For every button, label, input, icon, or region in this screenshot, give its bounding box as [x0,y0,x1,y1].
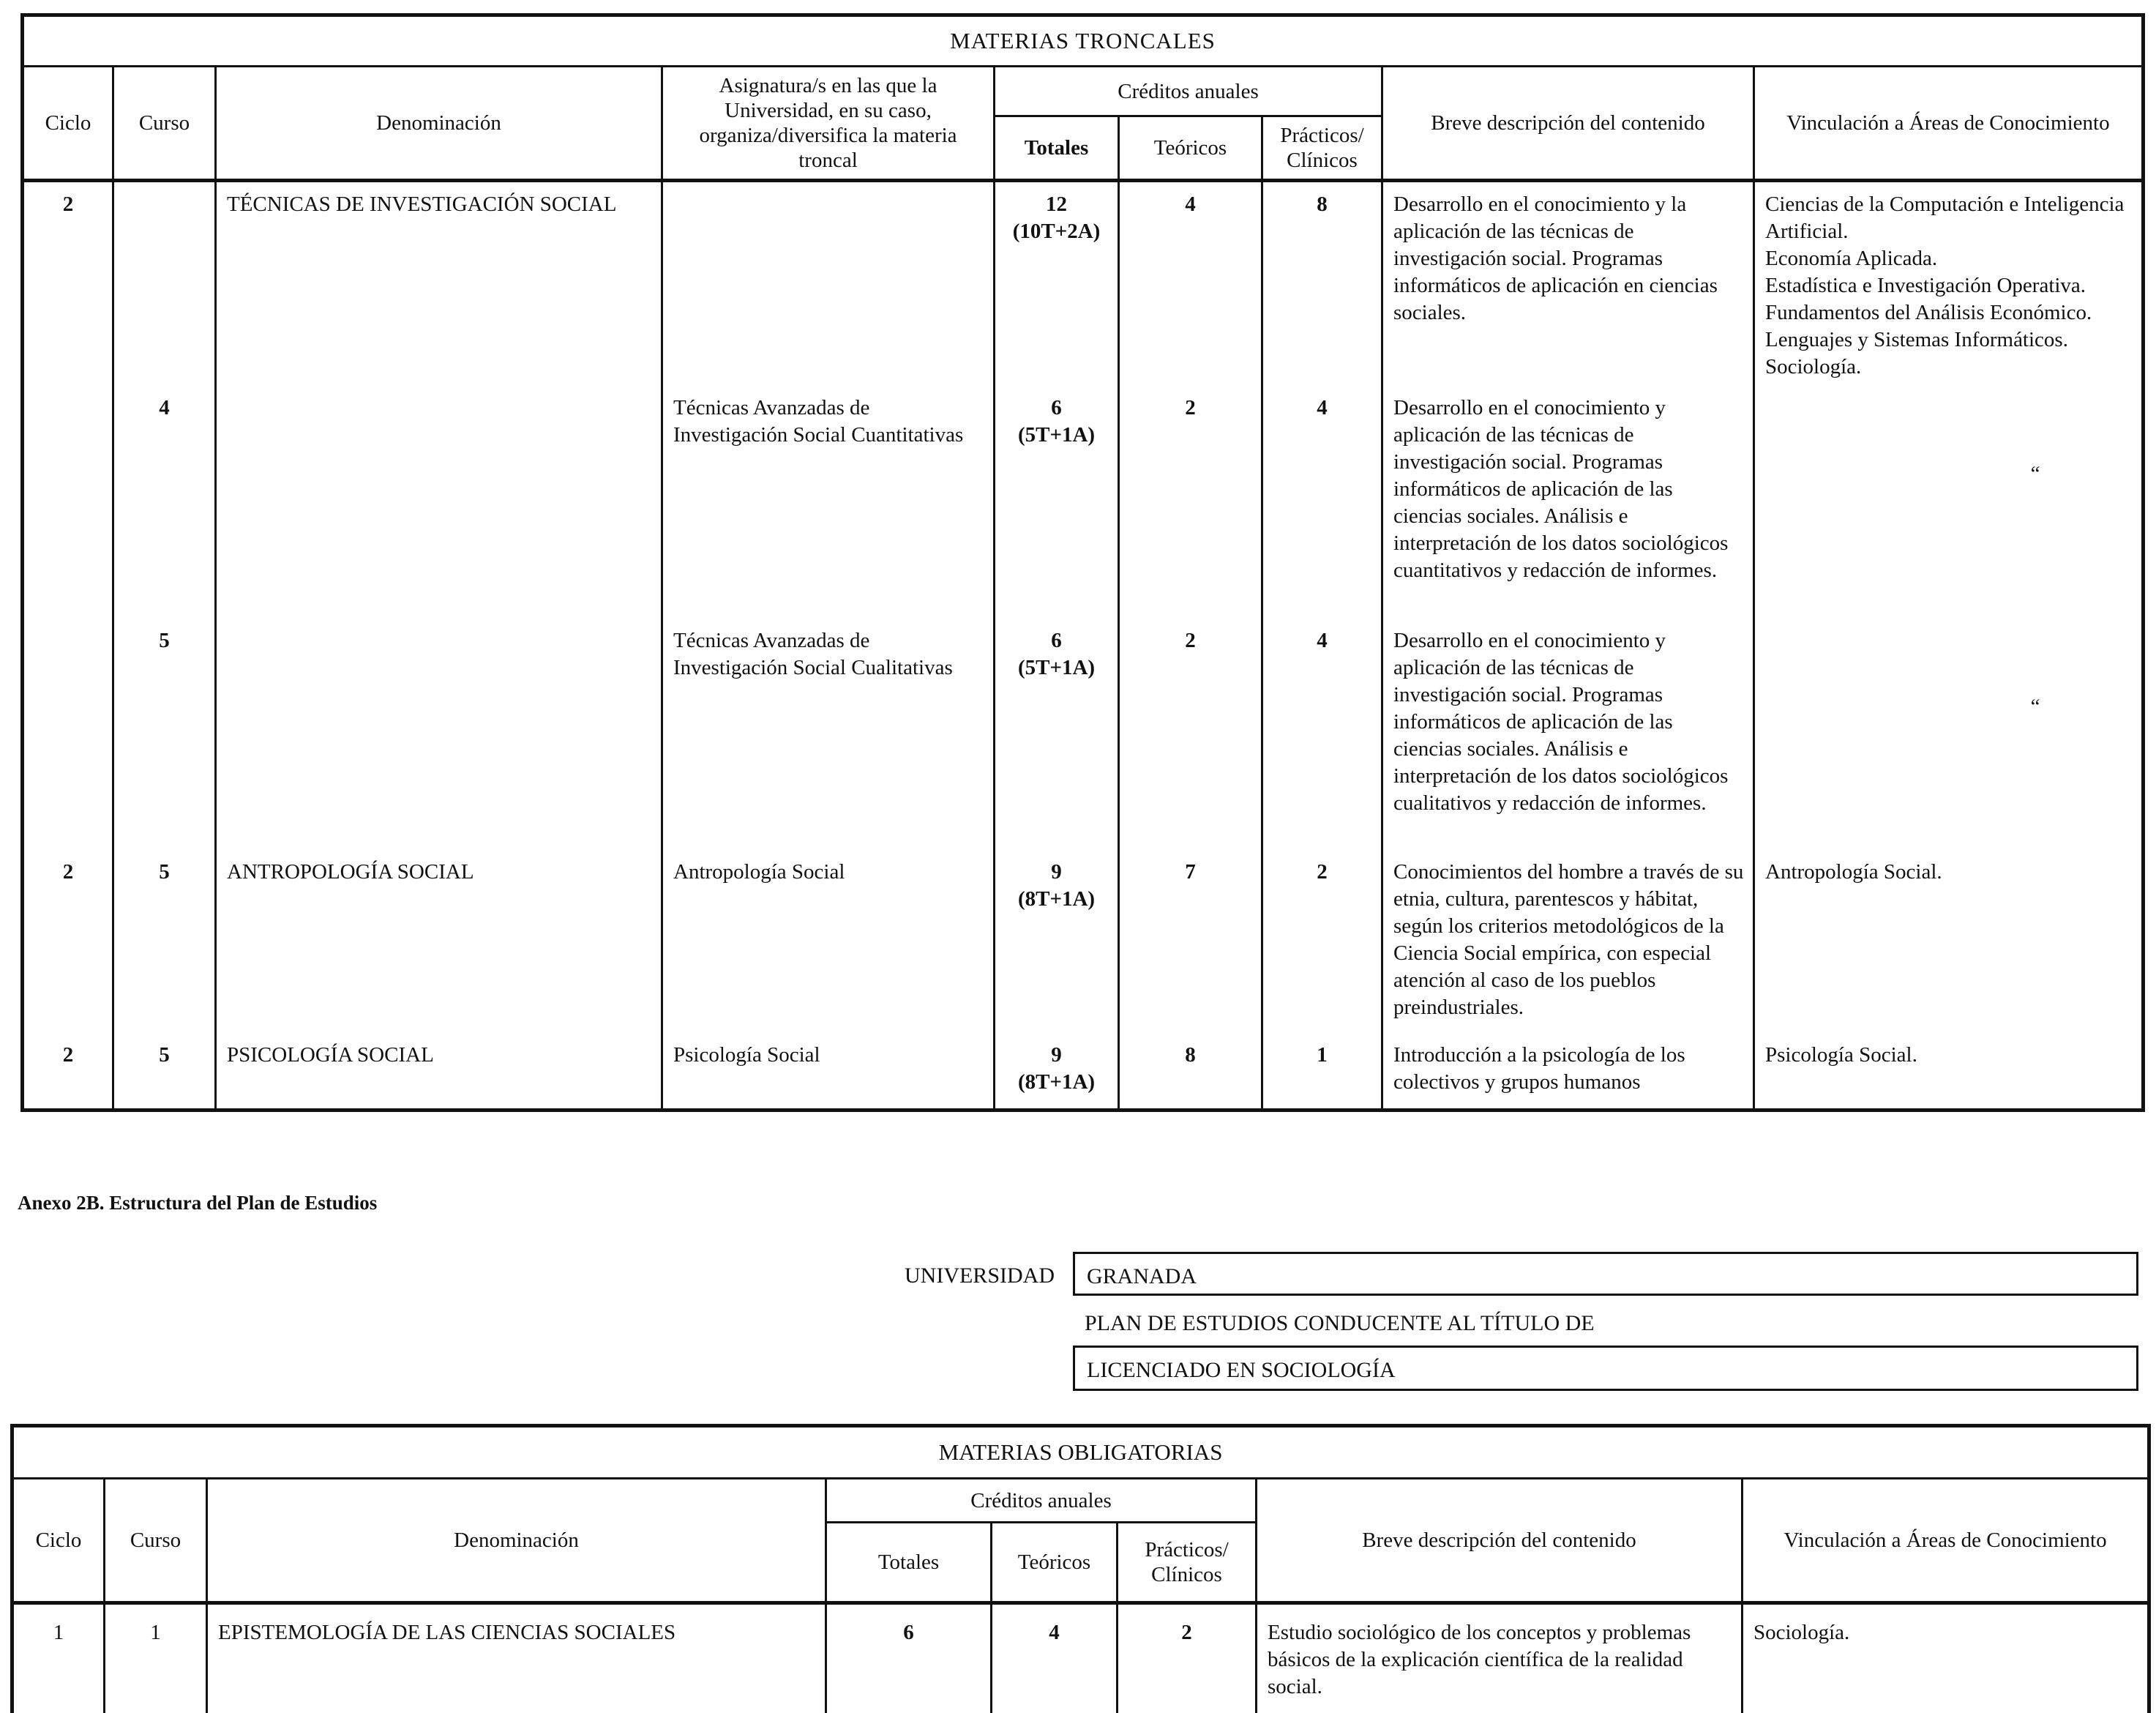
practicos-cell: 4 [1262,627,1382,859]
obligatorias-title: MATERIAS OBLIGATORIAS [12,1426,2149,1479]
denominacion-cell [216,627,662,859]
asignatura-cell [662,181,995,395]
denominacion-cell: PSICOLOGÍA SOCIAL [216,1042,662,1111]
curso-cell: 1 [105,1603,207,1713]
totales-value: 9 [1051,1042,1062,1067]
denominacion-cell: EPISTEMOLOGÍA DE LAS CIENCIAS SOCIALES [207,1603,826,1713]
curso-cell: 5 [113,859,216,1042]
ciclo-cell: 2 [23,181,113,395]
troncales-title: MATERIAS TRONCALES [23,15,2144,67]
universidad-label: UNIVERSIDAD [905,1264,1055,1288]
totales-value: 12 [1046,193,1067,216]
teoricos-cell: 2 [1119,395,1262,627]
ditto-mark: “ [2030,461,2040,485]
teoricos-cell: 2 [1119,627,1262,859]
asignatura-cell: Técnicas Avanzadas de Investigación Social Cuantitativas [662,395,995,627]
descripcion-cell: Estudio sociológico de los conceptos y problemas básicos de la explicación científica de la realidad social. [1257,1603,1743,1713]
header-ciclo: Ciclo [12,1479,105,1603]
area-item: Lenguajes y Sistemas Informáticos. [1765,328,2068,351]
practicos-cell: 8 [1262,181,1382,395]
practicos-cell: 4 [1262,395,1382,627]
totales-detail: (5T+1A) [1017,422,1096,447]
practicos-cell: 2 [1118,1603,1257,1713]
curso-cell: 4 [113,395,216,627]
teoricos-cell: 4 [1119,181,1262,395]
totales-cell [995,1042,1119,1111]
header-vinculacion: Vinculación a Áreas de Conocimiento [1743,1479,2149,1603]
descripcion-cell: Conocimientos del hombre a través de su etnia, cultura, parentescos y hábitat, según los criterios metodológicos de la Ciencia Social empírica, con especial atención al caso de los pueblos preindustriales. [1382,859,1754,1042]
header-creditos: Créditos anuales [995,67,1382,116]
area-cell: Psicología Social. [1754,1042,2144,1111]
teoricos-cell: 7 [1119,859,1262,1042]
table-row [23,395,2144,627]
plan-label: PLAN DE ESTUDIOS CONDUCENTE AL TÍTULO DE [1085,1311,1595,1335]
denominacion-cell: TÉCNICAS DE INVESTIGACIÓN SOCIAL [216,181,662,395]
descripcion-cell: Introducción a la psicología de los colectivos y grupos humanos [1382,1042,1754,1111]
annex-title: Anexo 2B. Estructura del Plan de Estudios [18,1192,378,1214]
practicos-cell: 2 [1262,859,1382,1042]
obligatorias-table [10,1424,2151,1713]
totales-cell [995,627,1119,859]
teoricos-cell: 8 [1119,1042,1262,1111]
area-item: Estadística e Investigación Operativa. [1765,274,2086,297]
totales-cell [995,181,1119,395]
area-cell: Antropología Social. [1754,859,2144,1042]
table-row [23,181,2144,395]
header-denominacion: Denominación [216,67,662,181]
totales-detail: (10T+2A) [1012,220,1101,243]
areas-cell [1754,627,2144,859]
descripcion-cell: Desarrollo en el conocimiento y la aplicación de las técnicas de investigación social. Programas informáticos de aplicación en ciencias sociales. [1382,181,1754,395]
header-curso: Curso [113,67,216,181]
areas-cell [1754,395,2144,627]
descripcion-cell: Desarrollo en el conocimiento y aplicación de las técnicas de investigación social. Programas informáticos de aplicación de las ciencias sociales. Análisis e interpretación de los datos sociológicos cualitativos y redacción de informes. [1382,627,1754,859]
ciclo-cell: 2 [23,1042,113,1111]
ciclo-cell: 2 [23,859,113,1042]
denominacion-cell [216,395,662,627]
header-teoricos: Teóricos [1119,116,1262,181]
header-descripcion: Breve descripción del contenido [1382,67,1754,181]
header-denominacion: Denominación [207,1479,826,1603]
totales-detail: (8T+1A) [1017,887,1096,911]
areas-cell [1754,181,2144,395]
totales-cell [995,859,1119,1042]
area-item: Sociología. [1765,355,1862,378]
header-curso: Curso [105,1479,207,1603]
titulo-field: LICENCIADO EN SOCIOLOGÍA [1073,1346,2138,1391]
curso-cell [113,181,216,395]
teoricos-cell: 4 [992,1603,1118,1713]
table-row [12,1603,2149,1713]
header-vinculacion: Vinculación a Áreas de Conocimiento [1754,67,2144,181]
table-row [23,859,2144,1042]
totales-detail: (5T+1A) [1017,655,1096,679]
totales-cell: 6 [826,1603,992,1713]
header-descripcion: Breve descripción del contenido [1257,1479,1743,1603]
curso-cell: 5 [113,627,216,859]
universidad-field: GRANADA [1073,1252,2138,1296]
header-asignatura: Asignatura/s en las que la Universidad, en su caso, organiza/diversifica la materia troncal [662,67,995,181]
ciclo-cell [23,627,113,859]
totales-cell [995,395,1119,627]
asignatura-cell: Psicología Social [662,1042,995,1111]
practicos-cell: 1 [1262,1042,1382,1111]
area-cell: Sociología. [1743,1603,2149,1713]
table-row [23,1042,2144,1111]
header-ciclo: Ciclo [23,67,113,181]
ditto-mark: “ [2030,694,2040,718]
table-row [23,627,2144,859]
ciclo-cell [23,395,113,627]
area-item: Fundamentos del Análisis Económico. [1765,301,2092,324]
header-totales: Totales [826,1523,992,1603]
ciclo-cell: 1 [12,1603,105,1713]
header-teoricos: Teóricos [992,1523,1118,1603]
header-practicos: Prácticos/ Clínicos [1262,116,1382,181]
totales-detail: (8T+1A) [1017,1070,1096,1094]
totales-value: 9 [1051,859,1062,884]
area-item: Ciencias de la Computación e Inteligencia Artificial. [1765,193,2125,243]
curso-cell: 5 [113,1042,216,1111]
totales-value: 6 [1051,628,1062,652]
header-creditos: Créditos anuales [826,1479,1257,1523]
asignatura-cell: Técnicas Avanzadas de Investigación Social Cualitativas [662,627,995,859]
totales-value: 6 [1051,395,1062,419]
denominacion-cell: ANTROPOLOGÍA SOCIAL [216,859,662,1042]
asignatura-cell: Antropología Social [662,859,995,1042]
descripcion-cell: Desarrollo en el conocimiento y aplicación de las técnicas de investigación social. Programas informáticos de aplicación de las ciencias sociales. Análisis e interpretación de los datos sociológicos cuantitativos y redacción de informes. [1382,395,1754,627]
area-item: Economía Aplicada. [1765,247,1938,270]
header-totales: Totales [995,116,1119,181]
troncales-table [20,13,2145,1112]
header-practicos: Prácticos/ Clínicos [1118,1523,1257,1603]
